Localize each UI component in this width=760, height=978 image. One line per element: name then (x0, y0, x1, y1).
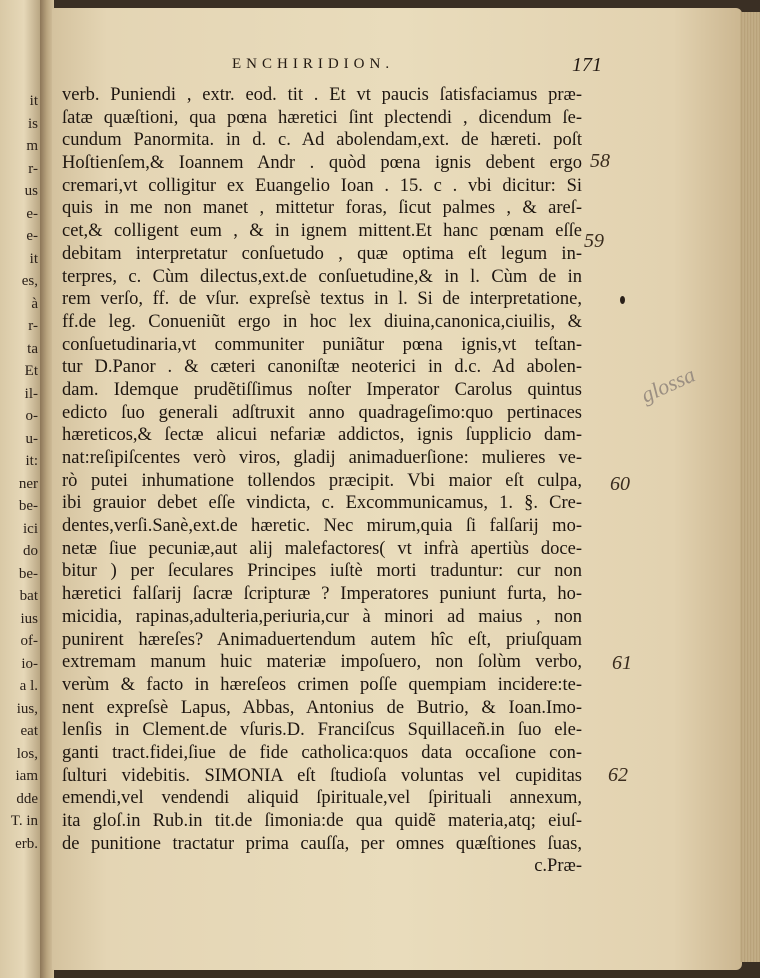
marginal-number-61: 61 (612, 652, 632, 674)
facing-page-fragment: iam (15, 768, 38, 784)
text-line: rò putei inhumatione tollendos præcipit. Vbi maior eſt culpa, (62, 470, 582, 491)
facing-page-fragment: r- (28, 318, 38, 334)
facing-page-fragment: it (29, 250, 38, 267)
text-line: terpres, c. Cùm dilectus,ext.de conſuetudine,& in l. Cùm de in (62, 266, 582, 287)
facing-page-fragment: bat (19, 588, 38, 604)
text-line: hæreticos,& ſectæ alicui nefariæ addictos, ignis ſupplicio dam- (62, 425, 582, 446)
text-line: ita gloſ.in Rub.in tit.de ſimonia:de qua quidẽ materia,atq; eiuſ- (62, 811, 582, 831)
pencil-annotation: glossa (637, 361, 699, 408)
text-line: verùm & facto in hæreſeos crimen poſſe quempiam incidere:te- (62, 674, 582, 695)
text-line: bitur ) per ſeculares Principes iuſtè morti traduntur: cur non (62, 561, 582, 582)
text-line: micidia, rapinas,adulteria,periuria,cur à minori ad maius , non (62, 606, 582, 627)
text-line: emendi,vel vendendi aliquid ſpirituale,vel ſpirituali annexum, (62, 788, 582, 809)
facing-page-fragment: es, (21, 273, 38, 289)
text-line: lenſis in Clement.de vſuris.D. Franciſcus Squillaceñ.in ſuo ele- (62, 720, 582, 741)
text-line: ſulturi videbitis. SIMONIA eſt ſtudioſa voluntas vel cupiditas (62, 765, 582, 786)
facing-page-fragment: of- (20, 633, 38, 649)
text-line: cundum Panormita. in d. c. Ad abolendam,ext. de hæreti. poſt (62, 130, 582, 151)
facing-page-fragment: is (27, 115, 38, 132)
text-line: cremari,vt colligitur ex Euangelio Ioan . 15. c . vbi dicitur: Si (62, 175, 582, 196)
text-line: netæ ſiue pecuniæ,aut alij malefactores( vt infrà apertiùs doce- (62, 538, 582, 559)
marginal-number-58: 58 (590, 150, 610, 172)
text-line: extremam manum huic materiæ impoſuero, non ſolùm verbo, (62, 652, 582, 673)
facing-page-fragment: à (31, 295, 38, 312)
body-text (62, 84, 582, 878)
facing-page-fragment: us (24, 183, 38, 199)
facing-page-fragment: ius, (16, 700, 38, 717)
marginal-number-62: 62 (608, 764, 628, 786)
text-line: ganti tract.fidei,ſiue de fide catholica:quos data occaſione con- (62, 742, 582, 763)
facing-page-fragment: o- (25, 408, 38, 424)
text-line: quis in me non manet , mittetur foras, ſicut palmes , & areſ- (62, 198, 582, 219)
facing-page (0, 0, 40, 978)
facing-page-fragment: r- (28, 160, 38, 177)
facing-page-fragment: T. in (10, 813, 38, 829)
text-line: ſatæ quæſtioni, qua pœna hæretici ſint plectendi , dicendum ſe- (62, 107, 582, 128)
facing-page-fragment: do (23, 543, 38, 559)
text-line: cet,& colligent eum , & in ignem mittent.Et hanc pœnam eſſe (62, 221, 582, 242)
facing-page-fragment: be- (18, 565, 38, 582)
facing-page-fragment: ta (27, 340, 38, 357)
facing-page-fragment: io- (21, 655, 38, 672)
text-line: nent expreſsè Lapus, Abbas, Antonius de Butrio, & Ioan.Imo- (62, 697, 582, 718)
facing-page-fragment: e- (26, 228, 38, 244)
facing-page-text (0, 90, 38, 855)
page-header (232, 54, 602, 80)
facing-page-fragment: eat (20, 723, 38, 739)
facing-page-fragment: Et (24, 363, 38, 379)
facing-page-fragment: ius (20, 610, 38, 627)
facing-page-fragment: m (26, 138, 38, 154)
marginal-number-60: 60 (610, 473, 630, 495)
text-line: ibi grauior debet eſſe vindicta, c. Excommunicamus, 1. §. Cre- (62, 493, 582, 514)
page-number: 171 (572, 54, 602, 76)
text-line: punirent hæreſes? Animaduertendum autem hîc eſt, priuſquam (62, 629, 582, 650)
facing-page-fragment: it (29, 93, 38, 109)
facing-page-fragment: u- (25, 430, 38, 447)
facing-page-fragment: erb. (15, 835, 38, 852)
facing-page-fragment: e- (26, 205, 38, 222)
text-line: dam. Idemque prudẽtiſſimus noſter Imperator Carolus quintus (62, 379, 582, 400)
text-line: tur D.Panor . & cæteri canoniſtæ neoterici in d.c. Ad abolen- (62, 357, 582, 378)
facing-page-fragment: it: (25, 453, 38, 469)
text-line: nat:reſipiſcentes verò viros, gladij animaduerſione: mulieres ve- (62, 448, 582, 468)
text-line: dentes,verſi.Sanè,ext.de hæretic. Nec mirum,quia ſi falſarij mo- (62, 516, 582, 537)
facing-page-fragment: ner (18, 475, 38, 492)
text-line: c.Præ- (534, 856, 582, 877)
running-title: ENCHIRIDION. (232, 56, 395, 72)
text-line: Hoſtienſem,& Ioannem Andr . quòd pœna ignis debent ergo (62, 153, 582, 174)
marginal-number-59: 59 (584, 230, 604, 252)
page-edges (740, 12, 760, 962)
text-line: de punitione tractatur prima cauſſa, per omnes quæſtiones ſuas, (62, 833, 582, 854)
facing-page-fragment: a l. (19, 678, 38, 694)
facing-page-fragment: los, (16, 745, 38, 762)
text-line: verb. Puniendi , extr. eod. tit . Et vt paucis ſatisfaciamus præ- (62, 85, 582, 105)
text-line: edicto ſuo generali adſtruxit anno quadrageſimo:quo pertinaces (62, 402, 582, 423)
text-line: debitam interpretatur conſuetudo , quæ optima eſt legum in- (62, 243, 582, 264)
facing-page-fragment: dde (16, 790, 38, 807)
facing-page-fragment: ici (23, 520, 38, 537)
facing-page-fragment: be- (18, 498, 38, 514)
text-line: ff.de leg. Conueniũt ergo in hoc lex diuina,canonica,ciuilis, & (62, 311, 582, 332)
ink-mark (620, 296, 625, 304)
text-line: conſuetudinaria,vt communiter puniãtur pœna ignis,vt teſtan- (62, 334, 582, 355)
facing-page-fragment: il- (24, 385, 38, 402)
text-line: hæretici falſarij ſacræ ſcripturæ ? Imperatores puniunt furta, ho- (62, 584, 582, 605)
text-line: rem verſo, ff. de vſur. expreſsè textus in l. Si de interpretatione, (62, 289, 582, 310)
